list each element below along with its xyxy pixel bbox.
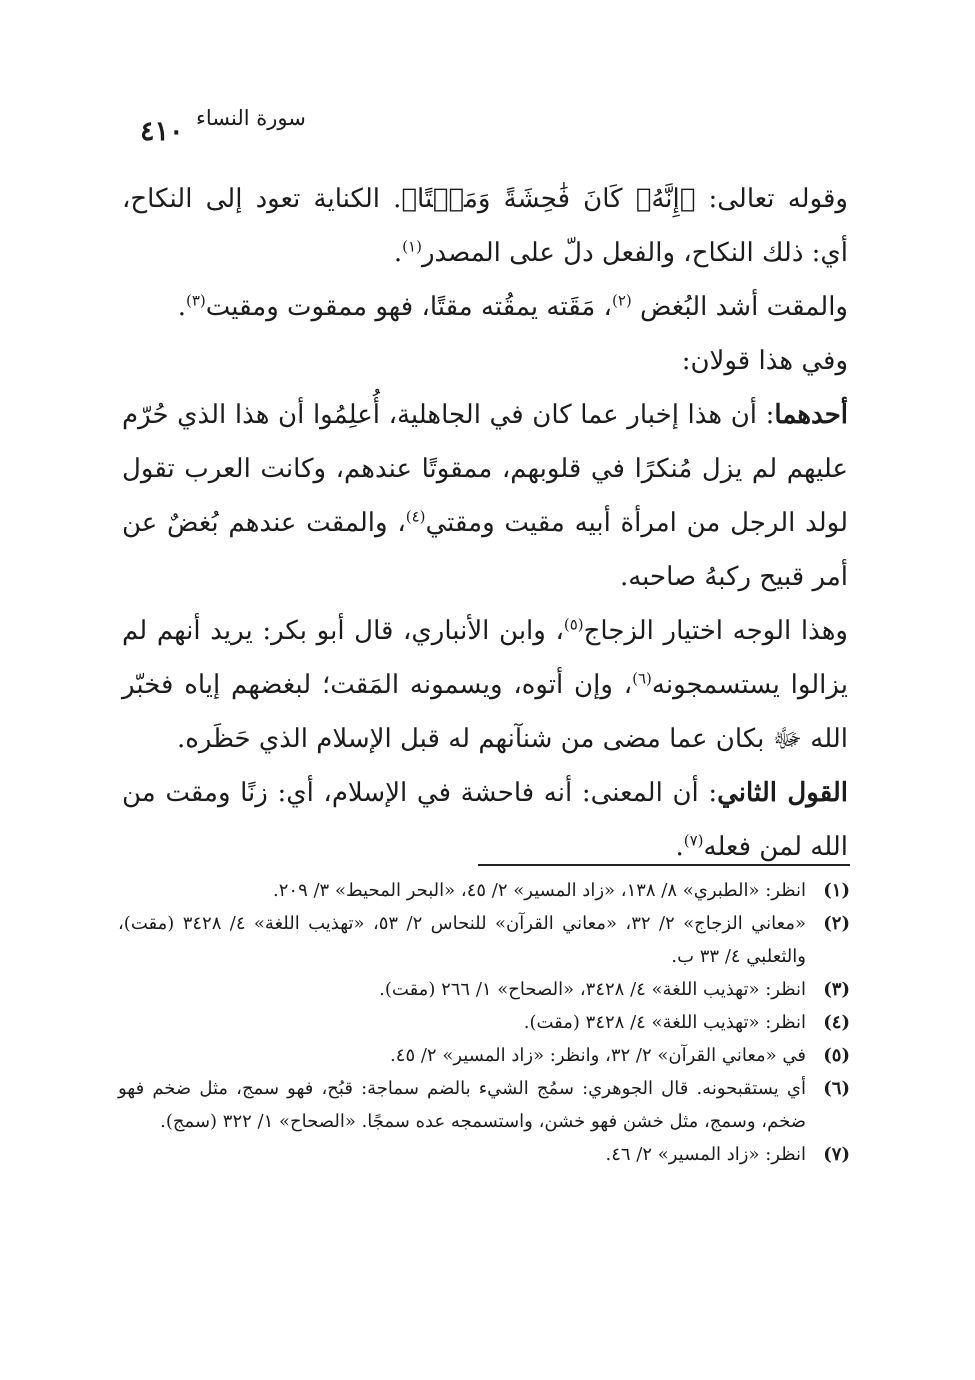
footnote-ref: (٥)	[563, 615, 584, 634]
footnote	[118, 1138, 850, 1171]
paragraph	[122, 172, 848, 280]
footnote	[118, 1039, 850, 1072]
paragraph-text: ، وابن الأنباري، قال أبو بكر: يريد أنهم لم يزالوا يستسمجونه	[122, 616, 848, 700]
page-number: ٤١٠	[140, 116, 184, 147]
footnote	[118, 1006, 850, 1039]
paragraph	[122, 766, 848, 874]
footnote-ref: (٢)	[611, 291, 632, 310]
footnote	[118, 1072, 850, 1138]
paragraph-text: .	[393, 238, 403, 268]
footnote	[118, 874, 850, 907]
paragraph	[122, 334, 848, 388]
main-text	[122, 172, 848, 874]
footnote-text: في «معاني القرآن» ٢/ ٣٢، وانظر: «زاد المسير» ٢/ ٤٥.	[390, 1045, 806, 1066]
footnote-text: انظر: «تهذيب اللغة» ٤/ ٣٤٢٨، «الصحاح» ١/ ٢٦٦ (مقت).	[379, 979, 806, 1000]
footnote-text: أي يستقبحونه. قال الجوهري: سمُج الشيء بالضم سماجة: قبُح، فهو سمج، مثل ضخم فهو ضخم، وسمج، مثل خشن فهو خشن، واستسمجه عده سمجًا. «الصحاح» ١/ ٣٢٢ (سمج).	[118, 1078, 806, 1132]
paragraph-lead: أحدهما	[774, 400, 848, 430]
paragraph-text: : أن المعنى: أنه فاحشة في الإسلام، أي: زنًا ومقت من الله لمن فعله	[122, 778, 848, 862]
footnote-text: انظر: «زاد المسير» ٢/ ٤٦.	[605, 1144, 806, 1165]
footnote-number: (٥)	[823, 1045, 850, 1066]
footnote	[118, 973, 850, 1006]
footnote-number: (٧)	[823, 1144, 850, 1165]
paragraph-lead: القول الثاني	[717, 778, 848, 808]
footnote-text: انظر: «تهذيب اللغة» ٤/ ٣٤٢٨ (مقت).	[523, 1012, 806, 1033]
paragraph-text: وفي هذا قولان:	[681, 346, 848, 376]
footnote-number: (٦)	[823, 1078, 850, 1099]
footnote-number: (٣)	[823, 979, 850, 1000]
paragraph	[122, 388, 848, 604]
surah-title: سورة النساء	[196, 106, 306, 130]
footnote-ref: (٤)	[405, 507, 426, 526]
paragraph-text: .	[675, 832, 684, 862]
footnote-ref: (٦)	[632, 669, 652, 688]
paragraph-text: .	[177, 292, 186, 322]
paragraph-text: وقوله تعالى: ﴿إِنَّهُۥ كَانَ فَٰحِشَةً وَمَقۡتًا﴾. الكناية تعود إلى النكاح، أي: ذلك النكاح، والفعل دلّ على المصدر	[122, 184, 848, 268]
footnote-number: (٢)	[823, 913, 850, 934]
paragraph-text: ، والمقت عندهم بُغضٌ عن أمر قبيح ركبهُ صاحبه.	[122, 508, 848, 592]
footnote	[118, 907, 850, 973]
footnote-ref: (٣)	[186, 291, 206, 310]
paragraph-text: ، مَقَته يمقُته مقتًا، فهو ممقوت ومقيت	[205, 292, 612, 322]
footnotes	[118, 874, 850, 1171]
paragraph-text: : أن هذا إخبار عما كان في الجاهلية، أُعلِمُوا أن هذا الذي حُرّم عليهم لم يزل مُنكرًا في قلوبهم، ممقوتًا عندهم، وكانت العرب تقول لولد الرجل من امرأة أبيه مقيت ومقتي	[122, 400, 848, 538]
footnote-number: (٤)	[823, 1012, 850, 1033]
paragraph-text: والمقت أشد البُغض	[631, 292, 848, 322]
footnote-number: (١)	[823, 880, 850, 901]
footnote-text: «معاني الزجاج» ٢/ ٣٢، «معاني القرآن» للنحاس ٢/ ٥٣، «تهذيب اللغة» ٤/ ٣٤٢٨ (مقت)، والثعلبي ٤/ ٣٣ ب.	[118, 913, 806, 967]
paragraph	[122, 280, 848, 334]
paragraph	[122, 604, 848, 766]
paragraph-text: ، وإن أتوه، ويسمونه المَقت؛ لبغضهم إياه فخبّر الله ﷻ بكان عما مضى من شنآنهم له قبل الإسلام الذي حَظَره.	[122, 670, 848, 754]
footnote-ref: (٧)	[683, 831, 704, 850]
footnote-text: انظر: «الطبري» ٨/ ١٣٨، «زاد المسير» ٢/ ٤٥، «البحر المحيط» ٣/ ٢٠٩.	[273, 880, 806, 901]
footnote-ref: (١)	[402, 237, 422, 256]
paragraph-text: وهذا الوجه اختيار الزجاج	[583, 616, 848, 646]
footnote-divider	[478, 864, 850, 866]
